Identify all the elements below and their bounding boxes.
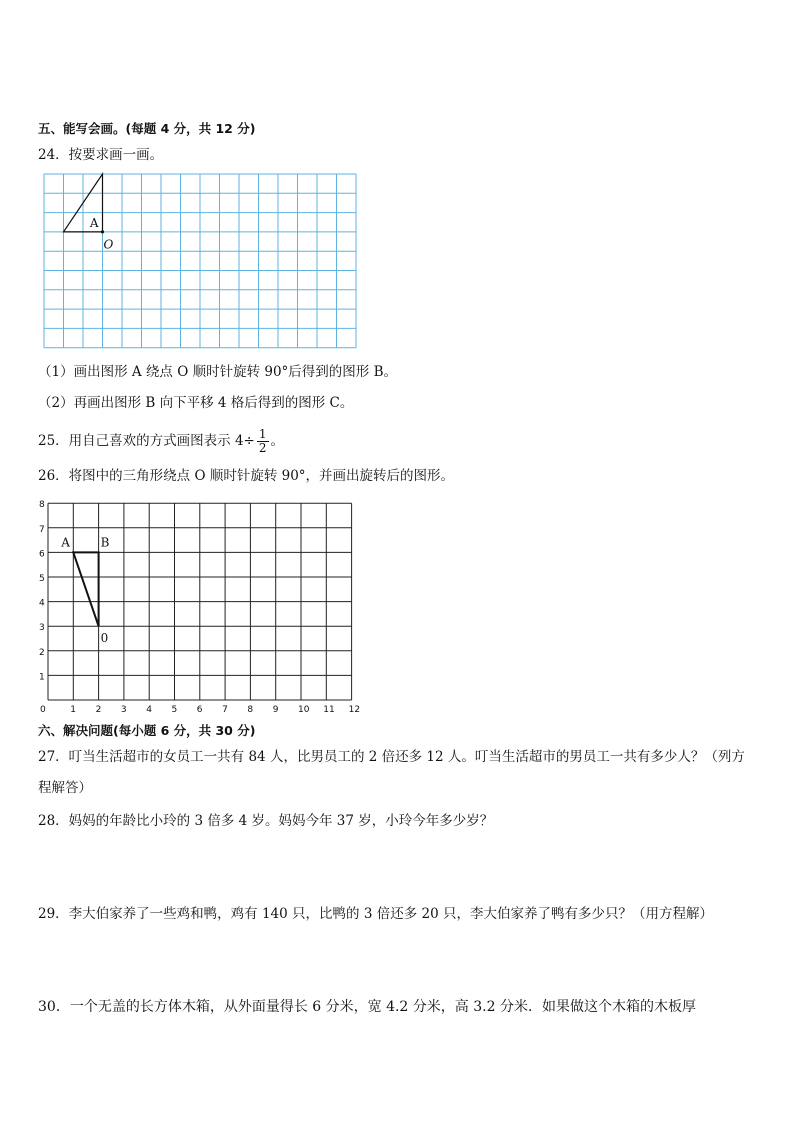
y-tick-label: 7: [39, 524, 45, 535]
x-tick-label: 12: [348, 705, 361, 715]
question-27-line-2: 程解答）: [38, 780, 92, 796]
label-a: A: [61, 535, 70, 550]
x-tick-label: 10: [298, 705, 310, 715]
fraction-one-half: [257, 428, 269, 455]
grid-figure-a: [44, 174, 358, 350]
question-26: 26．将图中的三角形绕点 O 顺时针旋转 90°，并画出旋转后的图形。: [38, 468, 455, 484]
fraction-numerator: 1: [258, 427, 267, 441]
question-25: [38, 428, 284, 455]
label-o: O: [103, 237, 114, 252]
y-tick-label: 6: [39, 549, 45, 560]
y-tick-label: 2: [39, 647, 45, 658]
question-27-line-1: 27．叮当生活超市的女员工一共有 84 人，比男员工的 2 倍还多 12 人。叮当生活超市的男员工一共有多少人？（列方: [38, 749, 745, 765]
x-tick-label: 2: [95, 705, 102, 715]
grid-figure-triangle-abo: [36, 500, 366, 722]
x-tick-label: 0: [40, 705, 46, 715]
y-tick-label: 8: [39, 500, 45, 511]
fraction-denominator: 2: [258, 441, 267, 455]
x-tick-label: 7: [222, 705, 228, 715]
x-tick-label: 6: [196, 705, 203, 715]
section-6-title: 六、解决问题(每小题 6 分，共 30 分): [38, 723, 256, 738]
question-25-end: 。: [270, 433, 285, 449]
y-tick-label: 5: [39, 574, 45, 584]
label-a: A: [89, 216, 99, 231]
x-tick-label: 3: [120, 705, 127, 715]
label-b: B: [100, 535, 110, 550]
y-tick-label: 4: [39, 598, 45, 609]
question-24-part-2: （2）再画出图形 B 向下平移 4 格后得到的图形 C。: [38, 395, 354, 411]
question-29: 29．李大伯家养了一些鸡和鸭，鸡有 140 只，比鸭的 3 倍还多 20 只，李大伯家养了鸭有多少只？（用方程解）: [38, 906, 713, 922]
x-tick-label: 1: [70, 705, 77, 715]
y-tick-label: 1: [39, 672, 45, 683]
label-o: 0: [100, 631, 109, 646]
point-o: [101, 230, 104, 233]
y-tick-label: 3: [39, 623, 45, 634]
section-5-title: 五、能写会画。(每题 4 分，共 12 分): [38, 121, 256, 136]
triangle-abo: [73, 552, 98, 626]
x-tick-label: 11: [323, 705, 335, 715]
question-24-part-1: （1）画出图形 A 绕点 O 顺时针旋转 90°后得到的图形 B。: [38, 364, 398, 380]
x-tick-label: 4: [146, 705, 152, 715]
question-25-text: 25．用自己喜欢的方式画图表示 4÷: [38, 433, 255, 449]
x-tick-label: 5: [171, 705, 178, 715]
x-tick-label: 9: [272, 705, 279, 715]
question-28: 28．妈妈的年龄比小玲的 3 倍多 4 岁。妈妈今年 37 岁，小玲今年多少岁？: [38, 813, 494, 829]
x-tick-label: 8: [247, 705, 254, 715]
question-30: 30．一个无盖的长方体木箱，从外面量得长 6 分米，宽 4.2 分米，高 3.2 分米．如果做这个木箱的木板厚: [38, 999, 696, 1015]
question-24: 24．按要求画一画。: [38, 147, 164, 163]
